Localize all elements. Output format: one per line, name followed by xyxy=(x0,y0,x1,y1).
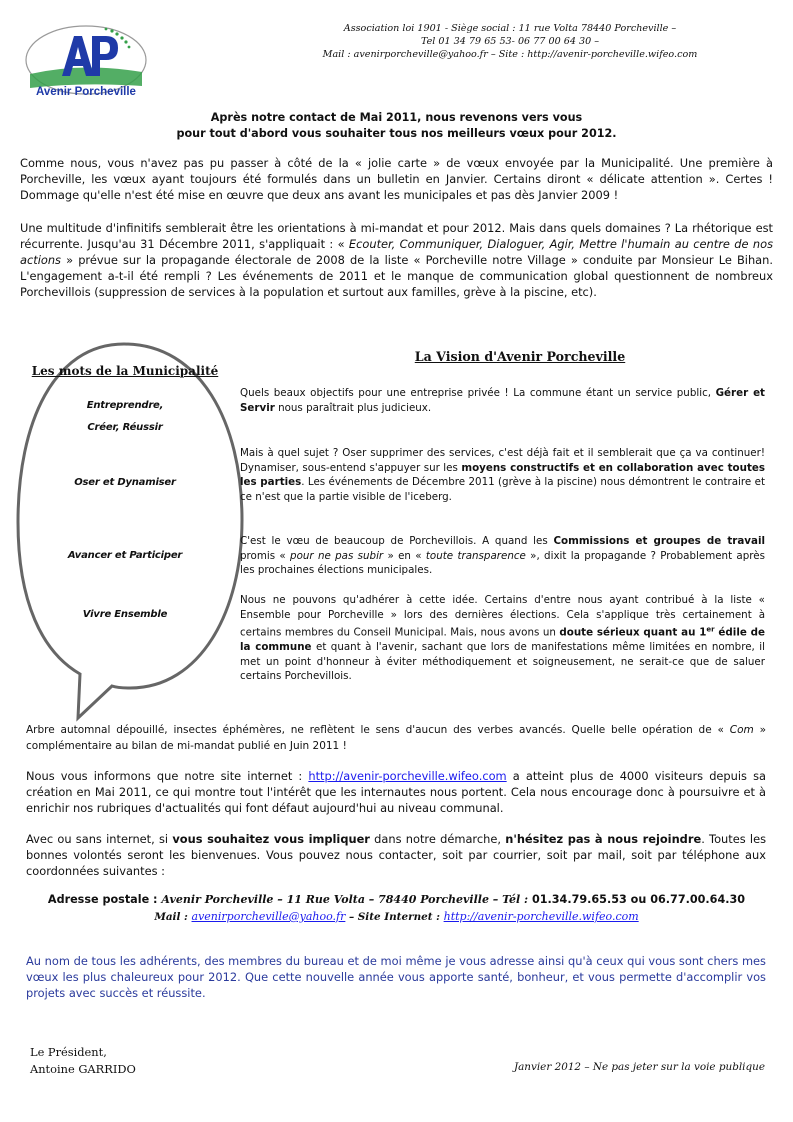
vision-paragraph-1 xyxy=(240,386,765,415)
address-label: Adresse postale : xyxy=(47,893,162,906)
text-run: et quant à l'avenir, sachant que lors de manifestations même limitées en nombre, il met un point d'honneur à éviter méthodiquement et soigneusement, ne serait-ce que de saluer certains Porchevillois. xyxy=(240,641,766,683)
vision-paragraph-2 xyxy=(240,446,765,504)
title-line-1: Après notre contact de Mai 2011, nous revenons vers vous xyxy=(210,111,583,124)
address-name: Avenir Porcheville xyxy=(161,893,274,906)
text-run: Nous ne pouvons qu'adhérer à cette idée. Certains d'entre nous ayant contribué à la liste « Ensemble pour Porcheville » lors des dernières élections. Cela s'applique très certainement à certains membres du Conseil Municipal. Mais, nous avons un xyxy=(240,594,765,639)
text-run: nous paraîtrait plus judicieux. xyxy=(274,401,432,414)
vision-title: La Vision d'Avenir Porcheville xyxy=(414,349,626,364)
paragraph-website xyxy=(26,768,766,816)
mail-label: Mail : xyxy=(154,911,192,923)
vision-paragraph-3 xyxy=(240,534,765,578)
vision-paragraph-4 xyxy=(240,593,765,684)
paragraph-join-us xyxy=(26,831,766,879)
quoted-slogan: Ecouter, Communiquer, Dialoguer, Agir, Mettre l'humain au centre de nos actions xyxy=(20,237,773,267)
italic-run: pour ne pas subir xyxy=(290,549,384,562)
signature xyxy=(30,1044,136,1078)
superscript: er xyxy=(706,625,715,634)
text-run: dans notre démarche, xyxy=(369,832,506,846)
letter-title xyxy=(60,110,733,142)
contact-address xyxy=(20,891,773,926)
municipality-words-title: Les mots de la Municipalité xyxy=(31,364,219,378)
site-label: – Site Internet : xyxy=(345,911,444,923)
bold-run: moyens constructifs et en collaboration avec toutes les parties xyxy=(240,461,765,489)
text-run: a atteint plus de 4000 visiteurs depuis sa création en Mai 2011, ce qui montre tout l'intérêt que les internautes nous portent. Cela nous encourage donc à poursuivre et à enrichir nos rubriques d'actualités qui font défaut aujourd'hui au niveau communal. xyxy=(26,769,766,815)
phone-label: Tél : xyxy=(502,893,532,906)
speech-bubble xyxy=(14,342,246,722)
signature-name: Antoine GARRIDO xyxy=(30,1062,136,1076)
title-line-2: pour tout d'abord vous souhaiter tous nos meilleurs vœux pour 2012. xyxy=(176,127,617,140)
text-run: Quels beaux objectifs pour une entreprise privée ! La commune étant un service public, xyxy=(240,387,716,399)
logo-name: Avenir Porcheville xyxy=(36,86,136,98)
bold-run: vous souhaitez vous impliquer xyxy=(172,832,370,846)
header-line-3: Mail : avenirporcheville@yahoo.fr – Site : http://avenir-porcheville.wifeo.com xyxy=(322,49,698,60)
bold-run: n'hésitez pas à nous rejoindre xyxy=(505,832,702,846)
verb-vivre-ensemble: Vivre Ensemble xyxy=(82,609,168,620)
address-street: – 11 Rue Volta – 78440 Porcheville – xyxy=(273,893,503,906)
association-logo xyxy=(22,22,150,104)
header-line-2: Tel 01 34 79 65 53- 06 77 00 64 30 – xyxy=(420,36,600,47)
text-run: » complémentaire au bilan de mi-mandat publié en Juin 2011 ! xyxy=(26,724,767,752)
new-year-wishes: Au nom de tous les adhérents, des membres du bureau et de moi même je vous adresse ainsi qu'à ceux qui vous sont chers mes vœux les plus chaleureux pour 2012. Que cette nouvelle année vous apporte santé, bonheur, et vous permette d'accomplir vos projets avec succès et réussite. xyxy=(26,954,766,1000)
text-run: . Toutes les bonnes volontés seront les bienvenues. Vous pouvez nous contacter, soit par courrier, soit par mail, soit par téléphone aux coordonnées suivantes : xyxy=(26,832,767,878)
text-run: » prévue sur la propagande électorale de 2008 de la liste « Porcheville notre Village » conduite par Monsieur Le Bihan. L'engagement a-t-il été rempli ? Les événements de 2011 et le manque de communication global questionnent de nombreux Porchevillois (suppression de services à la population et surtout aux familles, grève à la piscine, etc). xyxy=(20,253,773,299)
bold-run: doute sérieux quant au 1 xyxy=(559,626,707,639)
paragraph-autumn-tree xyxy=(26,722,766,754)
verb-avancer-participer: Avancer et Participer xyxy=(67,550,183,561)
website-link[interactable]: http://avenir-porcheville.wifeo.com xyxy=(308,769,507,783)
bold-run: Commissions et groupes de travail xyxy=(553,535,765,547)
footer-date-note: Janvier 2012 – Ne pas jeter sur la voie publique xyxy=(513,1061,765,1073)
verb-oser-dynamiser: Oser et Dynamiser xyxy=(74,477,176,488)
postal-address-line xyxy=(20,891,773,908)
site-link[interactable]: http://avenir-porcheville.wifeo.com xyxy=(443,910,639,923)
text-run: Avec ou sans internet, si xyxy=(26,832,173,846)
verb-entreprendre: Entreprendre, xyxy=(86,400,164,411)
text-run: C'est le vœu de beaucoup de Porchevillois. A quand les xyxy=(240,535,554,547)
text-run: Mais à quel sujet ? Oser supprimer des services, c'est déjà fait et il semblerait que ça va continuer! Dynamiser, sous-entend s'appuyer sur les xyxy=(240,447,765,474)
verb-creer-reussir: Créer, Réussir xyxy=(87,422,163,433)
text-run: Arbre automnal dépouillé, insectes éphémères, ne reflètent le sens d'aucun des verbes avancés. Quelle belle opération de « xyxy=(26,724,730,736)
text-run: », dixit la propagande ? Probablement après les prochaines élections municipales. xyxy=(240,549,765,577)
bold-run: Gérer et Servir xyxy=(240,387,765,414)
bold-run: édile de la commune xyxy=(240,626,766,654)
header-line-1: Association loi 1901 - Siège social : 11 rue Volta 78440 Porcheville – xyxy=(343,23,677,34)
italic-run: toute transparence xyxy=(425,549,526,562)
association-header xyxy=(300,22,720,61)
text-run: Nous vous informons que notre site internet : xyxy=(26,769,309,783)
text-run: Une multitude d'infinitifs semblerait être les orientations à mi-mandat et pour 2012. Mais dans quels domaines ? La rhétorique est récurrente. Jusqu'au 31 Décembre 2011, s'appliquait : « xyxy=(20,221,773,251)
text-run: promis « xyxy=(240,549,291,562)
signature-role: Le Président, xyxy=(30,1045,107,1059)
paragraph-infinitives xyxy=(20,220,773,300)
italic-run: Com xyxy=(729,724,754,736)
email-link[interactable]: avenirporcheville@yahoo.fr xyxy=(191,910,346,923)
online-contact-line xyxy=(20,908,773,926)
phone-numbers: 01.34.79.65.53 ou 06.77.00.64.30 xyxy=(531,893,746,906)
text-run: . Les événements de Décembre 2011 (grève à la piscine) nous démontrent le contraire et ce n'est que la partie visible de l'iceberg. xyxy=(240,476,765,503)
paragraph-greeting-card: Comme nous, vous n'avez pas pu passer à côté de la « jolie carte » de vœux envoyée par la Municipalité. Une première à Porcheville, les vœux ayant toujours été formulés dans un bulletin en Janvier. Certains diront « délicate attention ». Certes ! Dommage qu'elle n'est été mise en œuvre que deux ans avant les municipales et pas dès Janvier 2009 ! xyxy=(20,156,773,202)
text-run: » en « xyxy=(383,549,426,562)
